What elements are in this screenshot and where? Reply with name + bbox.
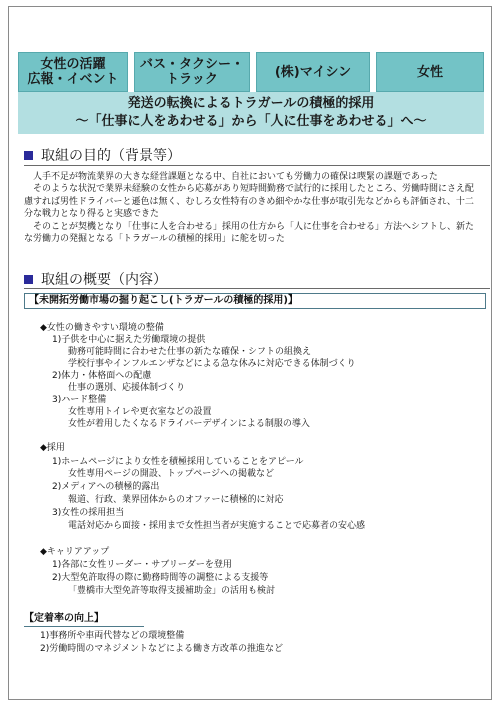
list-item: ◆キャリアアップ [40, 547, 110, 557]
tag-label: 女性の活躍 広報・イベント [27, 57, 119, 87]
list-item: 女性が着用したくなるドライバーデザインによる制服の導入 [68, 419, 310, 429]
bullet-square-icon [24, 275, 33, 284]
list-item: 2)大型免許取得の際に勤務時間等の調整による支援等 [52, 573, 269, 583]
tag-label: (株)マイシン [274, 64, 352, 80]
category-tags [18, 52, 484, 92]
list-item: 3)女性の採用担当 [52, 508, 125, 518]
tag-label: バス・タクシー・ トラック [139, 57, 244, 87]
tag-company [256, 52, 370, 92]
list-item: 報道、行政、業界団体からのオファーに積極的に対応 [68, 495, 284, 505]
list-item: 動務可能時間に合わせた仕事の新たな確保・シフトの組換え [68, 347, 312, 357]
list-item: 女性専用ページの開設、トップページへの掲載など [68, 469, 275, 479]
list-item: ◆採用 [40, 443, 65, 453]
list-item: 2)メディアへの積極的露出 [52, 482, 160, 492]
section-title: 取組の目的（背景等） [41, 148, 181, 164]
list-item: 1)事務所や車両代替などの環境整備 [40, 631, 185, 641]
list-item: 3)ハード整備 [52, 395, 107, 405]
tag-label: 女性 [416, 64, 443, 80]
list-item: 1)ホームページにより女性を積極採用していることをアピール [52, 457, 304, 467]
subheading-retention: 【定着率の向上】 [24, 612, 144, 627]
divider [24, 288, 490, 289]
tag-women [376, 52, 484, 92]
list-item: 1)子供を中心に据えた労働環境の提供 [52, 335, 206, 345]
paragraph: そのような状況で業界未経験の女性から応募があり短時間勤務で試行的に採用したところ、労働時間にさえ配慮すれば男性ドライバーと遜色は無く、むしろ女性特有のきめ細やかな仕事が取引先などからも評価され、十二分な戦力となり得ると実感できた [24, 184, 475, 220]
banner-title: 発送の転換によるトラガールの積極的採用 [127, 96, 375, 111]
section-overview-heading [24, 269, 167, 289]
list-item: 1)各部に女性リーダー・サブリーダーを登用 [52, 560, 232, 570]
title-banner [18, 92, 484, 134]
banner-subtitle: ～「仕事に人をあわせる」から「人に仕事をあわせる」へ～ [75, 114, 427, 129]
list-item: 2)体力・体格面への配慮 [52, 371, 152, 381]
list-item: 学校行事やインフルエンザなどによる急な休みに対応できる体制づくり [68, 359, 356, 369]
list-item: 電話対応から面接・採用まで女性担当者が実施することで応募者の安心感 [68, 521, 366, 531]
list-item: 女性専用トイレや更衣室などの設置 [68, 407, 212, 417]
list-item: 「豊橋市大型免許等取得支援補助金」の活用も検討 [68, 586, 276, 596]
paragraph: そのことが契機となり「仕事に人を合わせる」採用の仕方から「人に仕事を合わせる」方法へシフトし、新たな労働力の発掘となる「トラガールの積極的採用」に舵を切った [24, 221, 475, 245]
bullet-square-icon [24, 151, 33, 160]
section-purpose-heading [24, 145, 181, 165]
list-item: ◆女性の働きやすい環境の整備 [40, 323, 164, 333]
purpose-text [24, 171, 480, 245]
list-item: 仕事の選別、応援体制づくり [68, 383, 186, 393]
divider [24, 165, 490, 166]
tag-industry [134, 52, 250, 92]
subheading-band: 【未開拓労働市場の掘り起こし(トラガールの積極的採用)】 [24, 293, 486, 309]
paragraph: 人手不足が物流業界の大きな経営課題となる中、自社においても労働力の確保は喫緊の課題であった [24, 172, 438, 182]
list-item: 2)労働時間のマネジメントなどによる働き方改革の推進など [40, 644, 283, 654]
section-title: 取組の概要（内容） [41, 272, 167, 288]
tag-women-pr [18, 52, 128, 92]
